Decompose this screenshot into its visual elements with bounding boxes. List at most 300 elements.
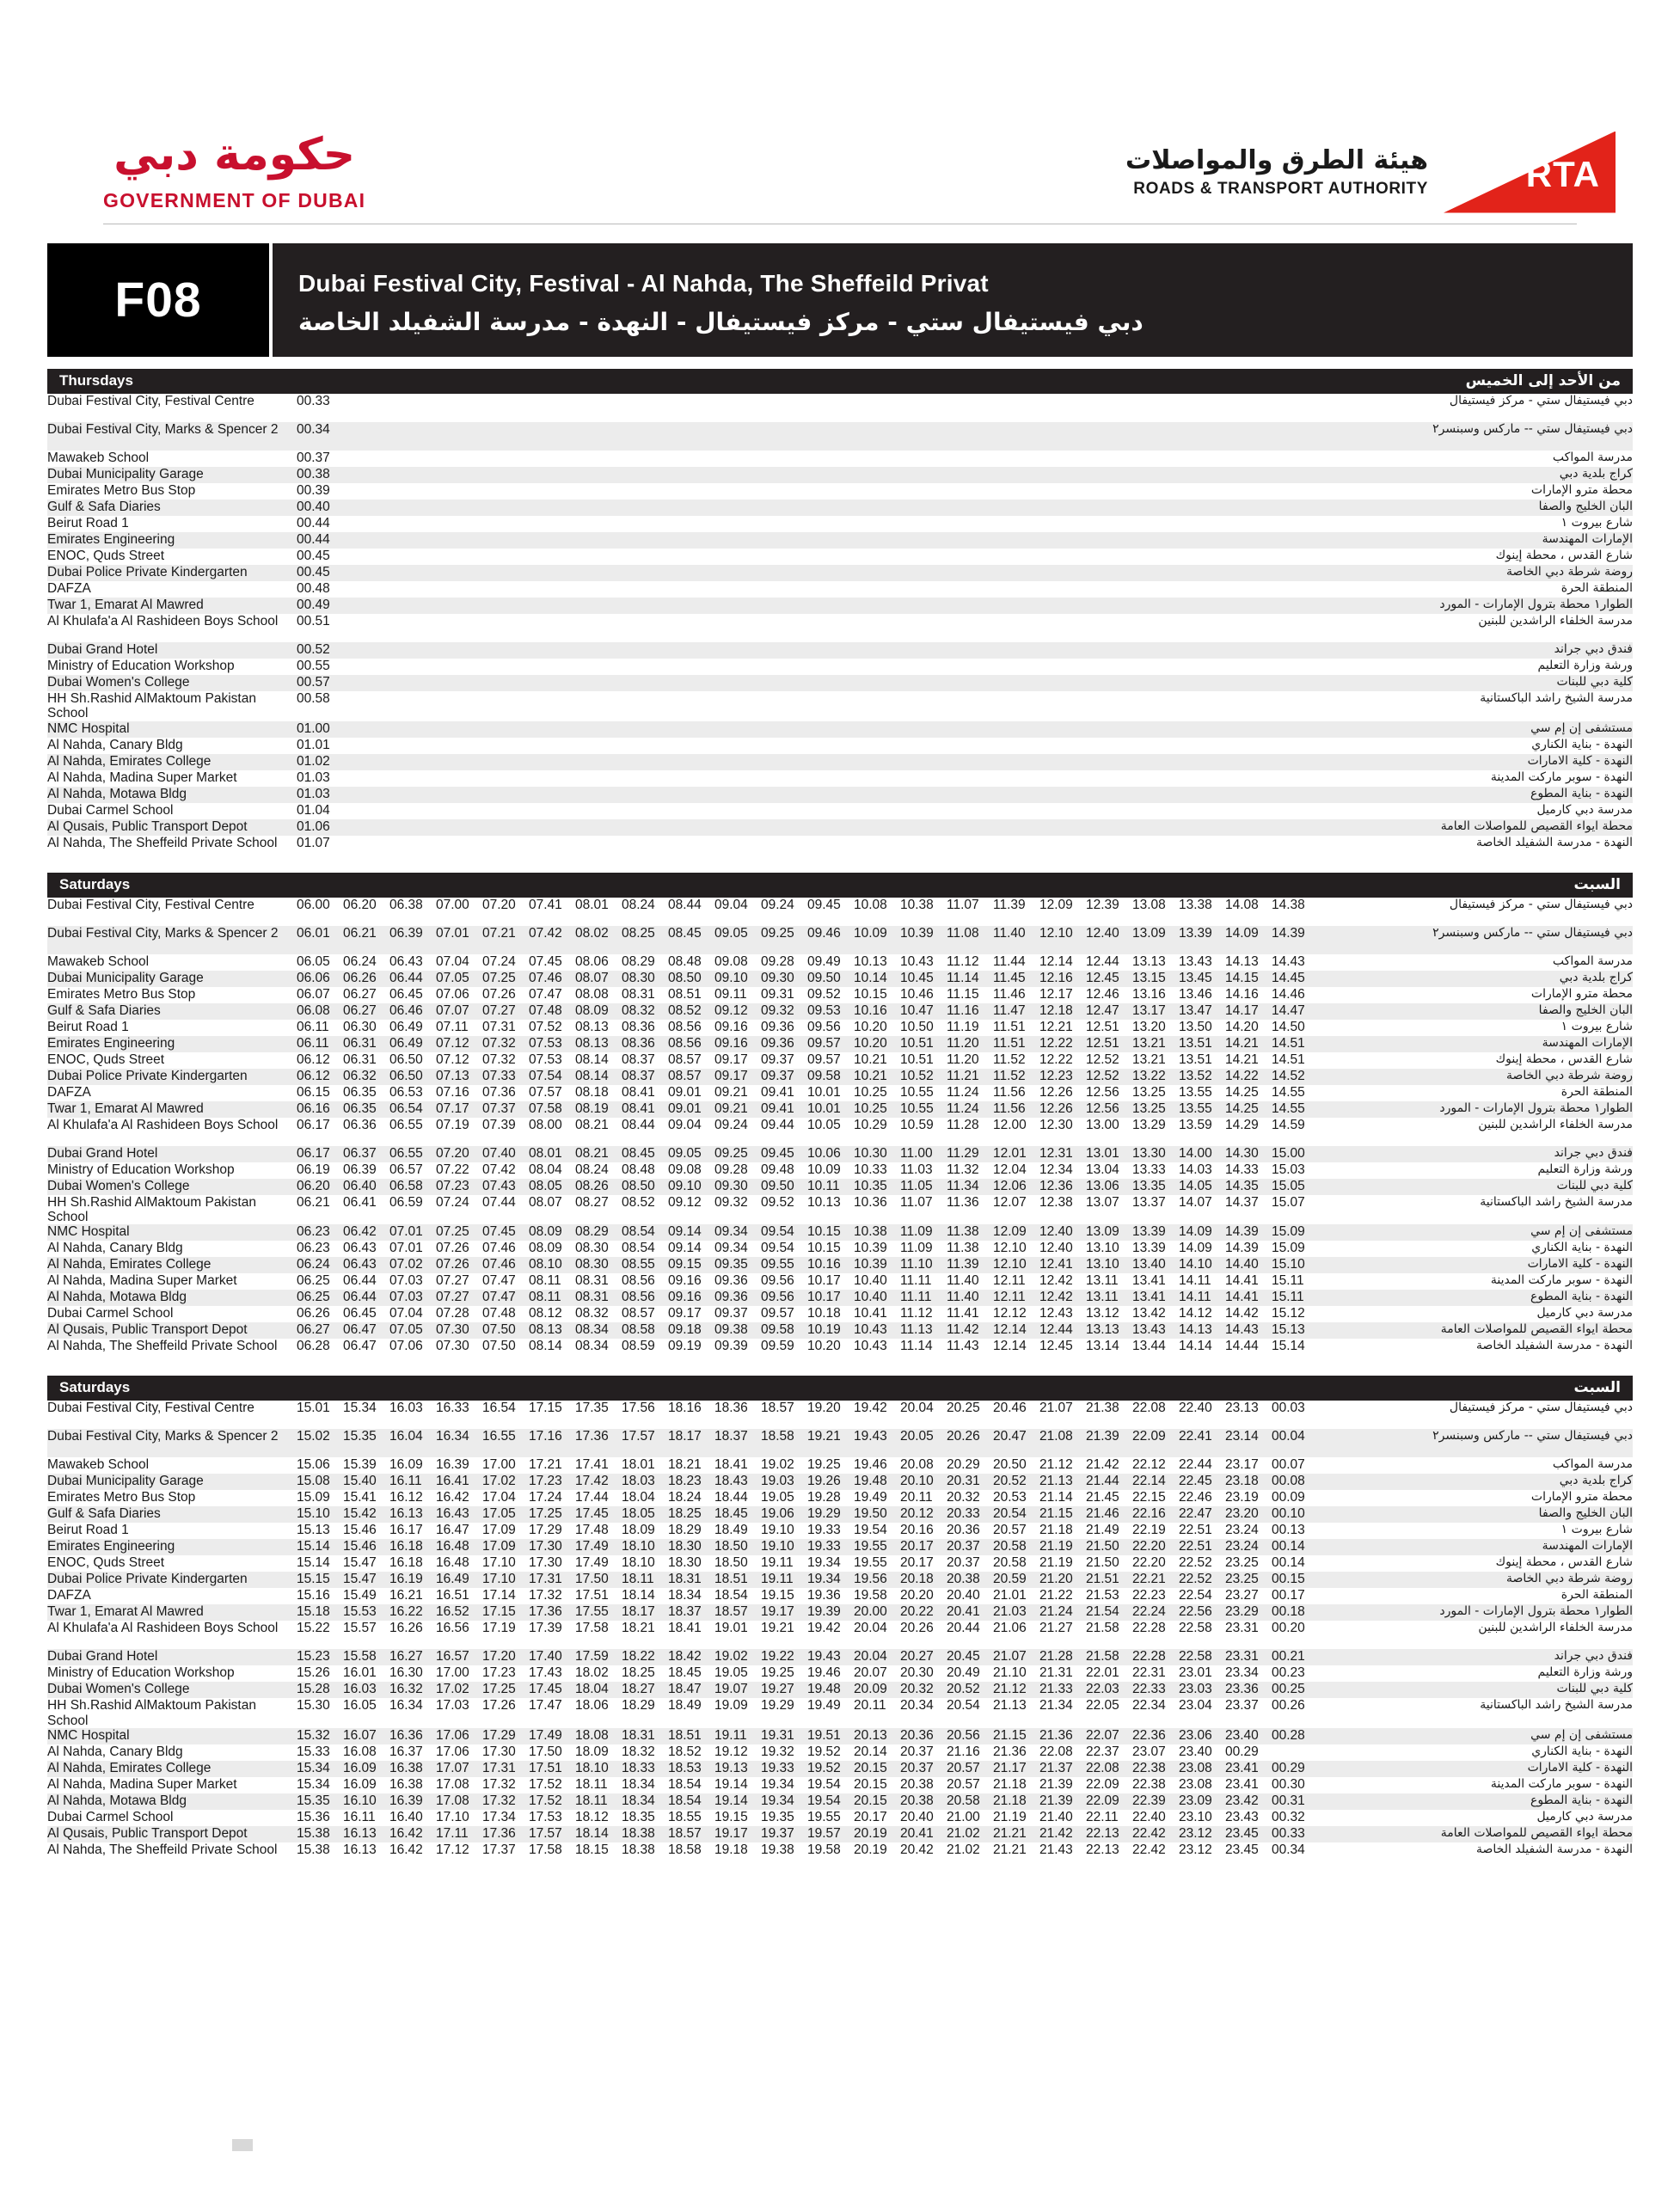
time-cell: 22.24 xyxy=(1132,1604,1166,1620)
time-cell: 14.29 xyxy=(1225,1117,1259,1132)
time-cell: 15.35 xyxy=(297,1793,330,1809)
time-cell: 13.59 xyxy=(1179,1117,1212,1132)
time-cell: 14.10 xyxy=(1179,1257,1212,1272)
time-cell: 18.30 xyxy=(668,1539,702,1554)
time-cell: 11.34 xyxy=(947,1178,979,1193)
time-cell: 21.34 xyxy=(1039,1698,1073,1714)
time-cell: 09.37 xyxy=(761,1051,794,1067)
time-cell: 18.47 xyxy=(668,1682,702,1697)
time-cell: 21.19 xyxy=(1039,1539,1073,1554)
stop-name-arabic: النهدة - بناية الكناري xyxy=(1531,1241,1633,1255)
time-cell: 20.14 xyxy=(854,1744,887,1760)
time-cell: 19.27 xyxy=(761,1682,794,1697)
time-cell: 13.51 xyxy=(1179,1035,1212,1051)
time-cell: 06.43 xyxy=(343,1241,377,1256)
table-row xyxy=(47,1179,1633,1195)
footer-marker xyxy=(232,2139,253,2151)
stop-name-english: Emirates Metro Bus Stop xyxy=(47,1490,196,1505)
time-cell: 18.57 xyxy=(668,1826,702,1842)
table-row xyxy=(47,721,1633,738)
time-cell: 12.34 xyxy=(1039,1162,1073,1177)
time-cell: 16.42 xyxy=(436,1490,469,1505)
stop-name-english: Dubai Festival City, Festival Centre xyxy=(47,394,254,408)
time-cell: 17.57 xyxy=(622,1429,655,1444)
time-cell: 23.18 xyxy=(1225,1474,1259,1489)
time-cell: 19.34 xyxy=(807,1572,841,1587)
time-cell: 10.01 xyxy=(807,1084,841,1100)
time-cell: 12.52 xyxy=(1086,1068,1119,1083)
time-cell: 17.43 xyxy=(529,1665,562,1681)
time-cell: 17.02 xyxy=(436,1682,469,1697)
time-cell: 15.40 xyxy=(343,1474,377,1489)
table-row xyxy=(47,954,1633,971)
time-cell: 06.25 xyxy=(297,1273,330,1289)
time-cell: 06.21 xyxy=(297,1194,330,1210)
stop-name-arabic: محطة ايواء القصيص للمواصلات العامة xyxy=(1375,1826,1633,1842)
time-cell: 18.41 xyxy=(668,1621,702,1636)
time-cell: 17.10 xyxy=(482,1555,516,1571)
time-cell: 19.54 xyxy=(807,1777,841,1793)
day-label-arabic: من الأحد إلى الخميس xyxy=(1465,372,1621,389)
time-cell: 08.01 xyxy=(529,1145,562,1161)
stop-name-arabic: مدرسة الخلفاء الراشدين للبنين xyxy=(1478,614,1633,628)
time-cell: 21.31 xyxy=(1039,1665,1073,1681)
time-cell: 07.53 xyxy=(529,1051,562,1067)
time-cell: 12.12 xyxy=(993,1306,1027,1321)
departure-times xyxy=(297,1810,1375,1826)
day-label-arabic: السبت xyxy=(1573,875,1621,893)
table-row xyxy=(47,483,1633,500)
time-cell: 08.32 xyxy=(575,1306,609,1321)
time-cell: 16.11 xyxy=(389,1474,422,1489)
time-cell: 17.06 xyxy=(436,1728,469,1744)
time-cell: 21.12 xyxy=(993,1682,1027,1697)
time-cell: 09.08 xyxy=(714,953,748,969)
time-cell: 20.36 xyxy=(947,1523,980,1538)
time-cell: 10.17 xyxy=(807,1290,841,1305)
stop-name-arabic: ورشة وزارة التعليم xyxy=(1537,1162,1633,1176)
time-cell: 20.26 xyxy=(900,1621,934,1636)
time-cell: 07.32 xyxy=(482,1035,516,1051)
time-cell: 13.50 xyxy=(1179,1019,1212,1034)
time-cell: 20.56 xyxy=(947,1728,980,1744)
time-cell: 16.41 xyxy=(436,1474,469,1489)
time-cell: 16.42 xyxy=(389,1826,423,1842)
time-cell: 17.00 xyxy=(482,1457,516,1473)
time-cell: 13.15 xyxy=(1132,970,1166,985)
time-cell: 13.40 xyxy=(1132,1257,1166,1272)
time-cell: 14.17 xyxy=(1225,1002,1259,1018)
time-cell: 17.49 xyxy=(575,1555,609,1571)
time-cell: 08.57 xyxy=(668,1068,702,1083)
section-spacer xyxy=(47,864,1633,873)
time-cell: 08.52 xyxy=(668,1002,702,1018)
time-cell: 23.43 xyxy=(1225,1810,1259,1825)
time-cell: 21.50 xyxy=(1086,1555,1119,1571)
time-cell: 22.09 xyxy=(1086,1793,1119,1809)
stop-name-english: Ministry of Education Workshop xyxy=(47,1665,235,1681)
time-cell: 23.03 xyxy=(1179,1682,1212,1697)
time-cell: 14.33 xyxy=(1225,1162,1259,1177)
time-cell: 13.01 xyxy=(1086,1145,1119,1161)
time-cell: 19.56 xyxy=(854,1572,887,1587)
time-cell: 15.00 xyxy=(1272,1145,1305,1161)
time-cell: 00.17 xyxy=(1272,1588,1305,1603)
time-cell: 07.01 xyxy=(436,925,469,941)
time-cell: 00.13 xyxy=(1272,1523,1305,1538)
time-cell: 09.57 xyxy=(807,1035,841,1051)
time-cell: 20.37 xyxy=(900,1744,934,1760)
time-cell: 09.11 xyxy=(714,986,747,1002)
stop-name-english: Dubai Grand Hotel xyxy=(47,642,297,659)
time-cell: 18.37 xyxy=(668,1604,702,1620)
time-cell: 08.25 xyxy=(622,925,655,941)
time-cell: 16.39 xyxy=(389,1793,423,1809)
time-cell: 10.50 xyxy=(900,1019,934,1034)
table-row xyxy=(47,1429,1633,1457)
time-cell: 23.08 xyxy=(1179,1777,1212,1793)
time-cell: 06.12 xyxy=(297,1051,330,1067)
time-cell: 16.37 xyxy=(389,1744,423,1760)
stop-name-english: DAFZA xyxy=(47,1588,91,1603)
time-cell: 21.00 xyxy=(947,1810,980,1825)
time-cell: 18.25 xyxy=(622,1665,655,1681)
time-cell: 11.19 xyxy=(947,1019,979,1034)
time-cell: 11.16 xyxy=(947,1002,979,1018)
time-cell: 14.16 xyxy=(1225,986,1259,1002)
time-cell: 08.19 xyxy=(575,1100,609,1116)
time-cell: 14.52 xyxy=(1272,1068,1305,1083)
stop-name-english: HH Sh.Rashid AlMaktoum Pakistan School xyxy=(47,1194,256,1225)
time-cell: 19.25 xyxy=(761,1665,794,1681)
time-cell: 06.26 xyxy=(343,970,377,985)
time-cell: 11.08 xyxy=(947,925,979,941)
time-cell: 21.17 xyxy=(993,1761,1027,1776)
stop-name-english: Al Nahda, Motawa Bldg xyxy=(47,1793,297,1810)
time-cell: 19.29 xyxy=(807,1506,841,1522)
time-cell: 14.25 xyxy=(1225,1084,1259,1100)
time-cell: 23.09 xyxy=(1179,1793,1212,1809)
time-cell: 11.11 xyxy=(900,1273,932,1289)
time-cell: 23.31 xyxy=(1225,1621,1259,1636)
time-cell: 19.43 xyxy=(807,1649,841,1665)
table-row xyxy=(47,451,1633,467)
stop-name-arabic: الإمارات المهندسة xyxy=(1375,1036,1633,1052)
departure-times xyxy=(297,738,1375,754)
time-cell: 19.34 xyxy=(807,1555,841,1571)
table-row xyxy=(47,1036,1633,1052)
time-cell: 23.06 xyxy=(1179,1728,1212,1744)
departure-times xyxy=(297,1777,1375,1793)
time-cell: 17.52 xyxy=(529,1793,562,1809)
time-cell: 11.43 xyxy=(947,1339,979,1354)
time-cell: 18.43 xyxy=(714,1474,748,1489)
time-cell: 11.42 xyxy=(947,1322,979,1338)
stop-name-arabic: النهدة - بناية الكناري xyxy=(1531,737,1633,751)
time-cell: 13.42 xyxy=(1132,1306,1166,1321)
stop-name-english: Al Nahda, Madina Super Market xyxy=(47,1273,237,1289)
time-cell: 14.25 xyxy=(1225,1100,1259,1116)
time-cell: 08.09 xyxy=(575,1002,609,1018)
time-cell: 22.03 xyxy=(1086,1682,1119,1697)
time-cell: 19.52 xyxy=(807,1761,841,1776)
time-cell: 21.46 xyxy=(1086,1506,1119,1522)
stop-name-english: Ministry of Education Workshop xyxy=(47,659,235,673)
time-cell: 22.20 xyxy=(1132,1539,1166,1554)
time-cell: 09.14 xyxy=(668,1241,702,1256)
time-cell: 00.32 xyxy=(1272,1810,1305,1825)
time-cell: 22.51 xyxy=(1179,1523,1212,1538)
time-cell: 07.41 xyxy=(529,897,562,912)
time-cell: 15.09 xyxy=(1272,1241,1305,1256)
time-cell: 22.42 xyxy=(1132,1826,1166,1842)
table-row xyxy=(47,1649,1633,1665)
table-row xyxy=(47,1842,1633,1871)
time-cell: 18.49 xyxy=(668,1698,702,1714)
time-cell: 06.31 xyxy=(343,1051,377,1067)
table-row xyxy=(47,836,1633,864)
time-cell: 19.29 xyxy=(761,1698,794,1714)
time-cell: 07.22 xyxy=(436,1162,469,1177)
time-cell: 12.14 xyxy=(1039,953,1073,969)
table-row xyxy=(47,1003,1633,1020)
time-cell: 07.43 xyxy=(482,1178,516,1193)
time-cell: 14.00 xyxy=(1179,1145,1212,1161)
time-cell: 19.12 xyxy=(714,1744,748,1760)
time-cell: 09.04 xyxy=(668,1117,702,1132)
time-cell: 20.57 xyxy=(993,1523,1027,1538)
time-cell: 17.10 xyxy=(482,1572,516,1587)
departure-times xyxy=(297,971,1375,987)
time-cell: 15.09 xyxy=(297,1490,330,1505)
time-cell: 18.22 xyxy=(622,1649,655,1665)
time-cell: 19.35 xyxy=(761,1810,794,1825)
time-cell: 19.57 xyxy=(807,1826,841,1842)
time-cell: 12.42 xyxy=(1039,1290,1073,1305)
time-cell: 14.12 xyxy=(1179,1306,1212,1321)
time-cell: 18.51 xyxy=(714,1572,748,1587)
time-cell: 09.18 xyxy=(668,1322,702,1338)
time-cell: 13.08 xyxy=(1132,897,1166,912)
route-name-arabic: دبي فيستيفال ستي - مركز فيستيفال - النهدة - مدرسة الشفيلد الخاصة xyxy=(298,307,1144,336)
time-cell: 19.09 xyxy=(714,1698,748,1714)
time-cell: 06.24 xyxy=(297,1257,330,1272)
departure-times xyxy=(297,1101,1375,1118)
stop-name-arabic: النهدة - سوبر ماركت المدينة xyxy=(1490,1777,1633,1792)
stop-name-arabic: كلية دبي للبنات xyxy=(1375,1179,1633,1195)
stop-name-english: Al Khulafa'a Al Rashideen Boys School xyxy=(47,1117,279,1132)
time-cell: 19.14 xyxy=(714,1777,748,1793)
time-cell: 06.24 xyxy=(343,953,377,969)
time-cell: 20.04 xyxy=(854,1649,887,1665)
time-cell: 12.07 xyxy=(993,1194,1027,1210)
time-cell: 17.25 xyxy=(482,1682,516,1697)
time-cell: 13.55 xyxy=(1179,1084,1212,1100)
time-cell: 07.17 xyxy=(436,1100,469,1116)
stop-name-arabic: دبي فيستيفال ستي - مركز فيستيفال xyxy=(1449,897,1633,911)
time-cell: 14.13 xyxy=(1225,953,1259,969)
stop-name-arabic: كلية دبي للبنات xyxy=(1375,1682,1633,1698)
time-cell: 17.39 xyxy=(529,1621,562,1636)
time-cell: 17.09 xyxy=(482,1539,516,1554)
time-cell: 19.14 xyxy=(714,1793,748,1809)
time-cell: 15.11 xyxy=(1272,1290,1304,1305)
time-cell: 21.39 xyxy=(1039,1777,1073,1793)
time-cell: 08.34 xyxy=(575,1322,609,1338)
stop-name-english: Beirut Road 1 xyxy=(47,516,129,530)
time-cell: 17.24 xyxy=(529,1490,562,1505)
time-cell: 10.15 xyxy=(854,986,887,1002)
time-cell: 08.58 xyxy=(622,1322,655,1338)
time-cell: 22.40 xyxy=(1132,1810,1166,1825)
time-cell: 22.09 xyxy=(1132,1429,1166,1444)
time-cell: 07.31 xyxy=(482,1019,516,1034)
time-cell: 14.21 xyxy=(1225,1051,1259,1067)
time-cell: 10.08 xyxy=(854,897,887,912)
time-cell: 10.36 xyxy=(854,1194,887,1210)
stop-name-english: Dubai Women's College xyxy=(47,1179,297,1195)
time-cell: 09.31 xyxy=(761,986,794,1002)
time-cell: 00.26 xyxy=(1272,1698,1305,1714)
time-cell: 22.14 xyxy=(1132,1474,1166,1489)
time-cell: 19.05 xyxy=(761,1490,794,1505)
time-cell: 20.12 xyxy=(900,1506,934,1522)
time-cell: 20.00 xyxy=(854,1604,887,1620)
time-cell: 10.15 xyxy=(807,1241,841,1256)
time-cell: 15.18 xyxy=(297,1604,330,1620)
time-cell: 21.27 xyxy=(1039,1621,1073,1636)
time-cell: 11.14 xyxy=(900,1339,933,1354)
time-cell: 00.52 xyxy=(297,642,330,657)
time-cell: 21.18 xyxy=(1039,1523,1073,1538)
time-cell: 10.05 xyxy=(807,1117,841,1132)
time-cell: 11.15 xyxy=(947,986,979,1002)
time-cell: 15.34 xyxy=(343,1401,377,1416)
departure-times xyxy=(297,1179,1375,1195)
time-cell: 07.25 xyxy=(436,1224,469,1240)
stop-name-english: Mawakeb School xyxy=(47,451,150,465)
time-cell: 00.58 xyxy=(297,691,330,706)
departure-times xyxy=(297,1146,1375,1162)
time-cell: 15.09 xyxy=(1272,1224,1305,1240)
time-cell: 18.12 xyxy=(575,1810,609,1825)
time-cell: 12.42 xyxy=(1039,1273,1073,1289)
time-cell: 23.12 xyxy=(1179,1842,1212,1858)
table-row xyxy=(47,1195,1633,1225)
time-cell: 17.49 xyxy=(529,1728,562,1744)
stop-name-arabic: النهدة - بناية المطوع xyxy=(1375,1290,1633,1306)
time-cell: 18.17 xyxy=(622,1604,655,1620)
departure-times xyxy=(297,394,1375,422)
time-cell: 10.55 xyxy=(900,1100,934,1116)
time-cell: 06.38 xyxy=(389,897,423,912)
time-cell: 06.43 xyxy=(343,1257,377,1272)
time-cell: 07.20 xyxy=(482,897,516,912)
rta-arabic-name: هيئة الطرق والمواصلات xyxy=(1125,145,1428,175)
time-cell: 06.45 xyxy=(343,1306,377,1321)
time-cell: 12.51 xyxy=(1086,1019,1119,1034)
time-cell: 09.52 xyxy=(807,986,841,1002)
time-cell: 00.33 xyxy=(297,394,330,408)
departure-times xyxy=(297,1621,1375,1649)
departure-times xyxy=(297,1339,1375,1367)
time-cell: 10.18 xyxy=(807,1306,841,1321)
time-cell: 06.50 xyxy=(389,1051,423,1067)
stop-name-english: NMC Hospital xyxy=(47,721,297,738)
time-cell: 06.27 xyxy=(343,986,377,1002)
departure-times xyxy=(297,954,1375,971)
time-cell: 09.50 xyxy=(807,970,841,985)
time-cell: 13.11 xyxy=(1086,1273,1119,1289)
table-row xyxy=(47,1698,1633,1728)
time-cell: 18.42 xyxy=(668,1649,702,1665)
departure-times xyxy=(297,1474,1375,1490)
departure-times xyxy=(297,1290,1375,1306)
time-cell: 06.12 xyxy=(297,1068,330,1083)
time-cell: 22.31 xyxy=(1132,1665,1166,1681)
time-cell: 06.27 xyxy=(343,1002,377,1018)
time-cell: 13.30 xyxy=(1132,1145,1166,1161)
stop-name-arabic: مدرسة الخلفاء الراشدين للبنين xyxy=(1478,1621,1633,1635)
time-cell: 08.14 xyxy=(529,1339,562,1354)
time-cell: 13.45 xyxy=(1179,970,1212,985)
time-cell: 12.06 xyxy=(993,1178,1027,1193)
time-cell: 18.54 xyxy=(668,1777,702,1793)
time-cell: 17.35 xyxy=(575,1401,609,1416)
stop-name-arabic: مدرسة الخلفاء الراشدين للبنين xyxy=(1478,1117,1633,1131)
time-cell: 14.51 xyxy=(1272,1035,1305,1051)
time-cell: 06.19 xyxy=(297,1162,330,1177)
time-cell: 07.52 xyxy=(529,1019,562,1034)
stop-name-arabic: كلية دبي للبنات xyxy=(1375,675,1633,691)
time-cell: 16.17 xyxy=(389,1523,423,1538)
time-cell: 14.11 xyxy=(1179,1290,1211,1305)
time-cell: 22.39 xyxy=(1132,1793,1166,1809)
stop-name-english: Dubai Grand Hotel xyxy=(47,1146,297,1162)
time-cell: 19.10 xyxy=(761,1539,794,1554)
time-cell: 19.07 xyxy=(714,1682,748,1697)
time-cell: 19.15 xyxy=(714,1810,748,1825)
time-cell: 09.36 xyxy=(761,1019,794,1034)
time-cell: 08.45 xyxy=(668,925,702,941)
time-cell: 21.33 xyxy=(1039,1682,1073,1697)
time-cell: 09.46 xyxy=(807,925,841,941)
time-cell: 19.58 xyxy=(854,1588,887,1603)
time-cell: 11.03 xyxy=(900,1162,933,1177)
stop-name-english: Mawakeb School xyxy=(47,1457,150,1473)
time-cell: 18.41 xyxy=(714,1457,748,1473)
stop-name-arabic: النهدة - بناية الكناري xyxy=(1531,1744,1633,1759)
time-cell: 10.13 xyxy=(854,953,887,969)
time-cell: 11.56 xyxy=(993,1084,1026,1100)
table-row xyxy=(47,1146,1633,1162)
time-cell: 19.17 xyxy=(714,1826,748,1842)
time-cell: 15.46 xyxy=(343,1539,377,1554)
day-header-bar xyxy=(47,369,1633,394)
time-cell: 06.06 xyxy=(297,970,330,985)
time-cell: 15.10 xyxy=(297,1506,330,1522)
time-cell: 23.27 xyxy=(1225,1588,1259,1603)
time-cell: 13.37 xyxy=(1132,1194,1166,1210)
stop-name-arabic: مدرسة المواكب xyxy=(1552,451,1633,464)
time-cell: 08.21 xyxy=(575,1145,609,1161)
stop-name-english: Dubai Police Private Kindergarten xyxy=(47,565,297,581)
stop-name-arabic: شارع القدس ، محطة إينوك xyxy=(1495,1051,1633,1066)
time-cell: 08.09 xyxy=(529,1224,562,1240)
stop-name-arabic: فندق دبي جراند xyxy=(1375,1146,1633,1162)
route-name-english: Dubai Festival City, Festival - Al Nahda, The Sheffeild Privat xyxy=(298,269,989,297)
time-cell: 09.41 xyxy=(761,1100,794,1116)
